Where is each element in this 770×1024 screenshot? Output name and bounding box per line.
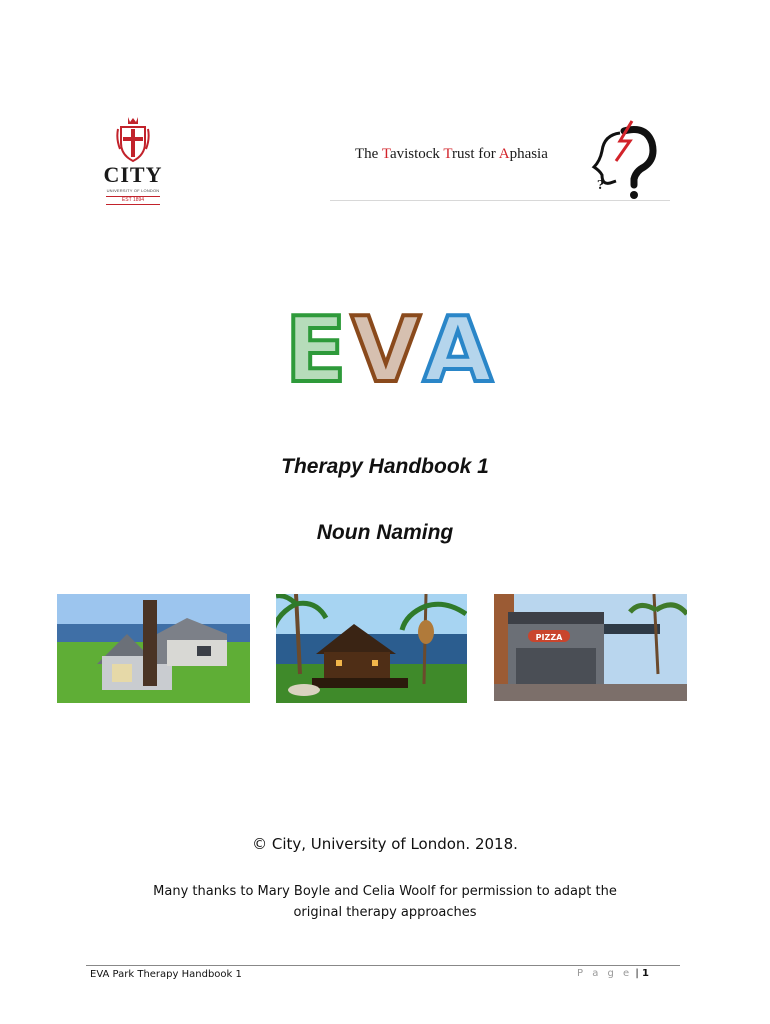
city-established: EST 1894 <box>106 196 160 205</box>
footer-document-title: EVA Park Therapy Handbook 1 <box>90 969 242 980</box>
handbook-subtitle: Noun Naming <box>316 521 454 544</box>
eva-logo <box>285 305 500 385</box>
acknowledgement-line-2: original therapy approaches <box>293 905 477 920</box>
beach-hut-photo <box>276 594 467 703</box>
tavistock-trust-name <box>355 146 548 163</box>
eva-letter-v: V <box>351 305 421 385</box>
pizza-shop-photo <box>494 594 687 701</box>
footer-divider <box>86 965 680 966</box>
tavistock-initial: A <box>498 146 510 162</box>
eva-letter-a: A <box>423 305 493 385</box>
header-divider <box>330 200 670 201</box>
pizza-sign: PIZZA <box>535 633 563 642</box>
city-university-logo <box>100 115 166 205</box>
city-wordmark: CITY <box>103 162 163 187</box>
tavistock-text: avistock <box>389 146 444 162</box>
tavistock-text: rust for <box>452 146 499 162</box>
page-label: P a g e <box>577 968 633 979</box>
copyright-notice: © City, University of London. 2018. <box>252 835 518 853</box>
tavistock-initial: T <box>381 146 390 162</box>
footer-page-indicator <box>577 968 649 979</box>
acknowledgement-line-1: Many thanks to Mary Boyle and Celia Woolf for permission to adapt the <box>153 884 617 899</box>
city-subtitle: UNIVERSITY OF LONDON <box>106 188 160 193</box>
question-mark-glyph: ? <box>597 178 605 192</box>
city-crest-icon <box>116 115 150 163</box>
aphasia-head-icon <box>590 115 660 200</box>
tavistock-initial: T <box>443 146 453 162</box>
house-photo <box>57 594 250 703</box>
handbook-title: Therapy Handbook 1 <box>281 455 489 478</box>
page-separator: | <box>632 968 642 979</box>
tavistock-text: phasia <box>509 146 548 162</box>
page-number: 1 <box>641 968 649 979</box>
eva-letter-e: E <box>285 305 347 385</box>
tavistock-text: The <box>355 146 382 162</box>
